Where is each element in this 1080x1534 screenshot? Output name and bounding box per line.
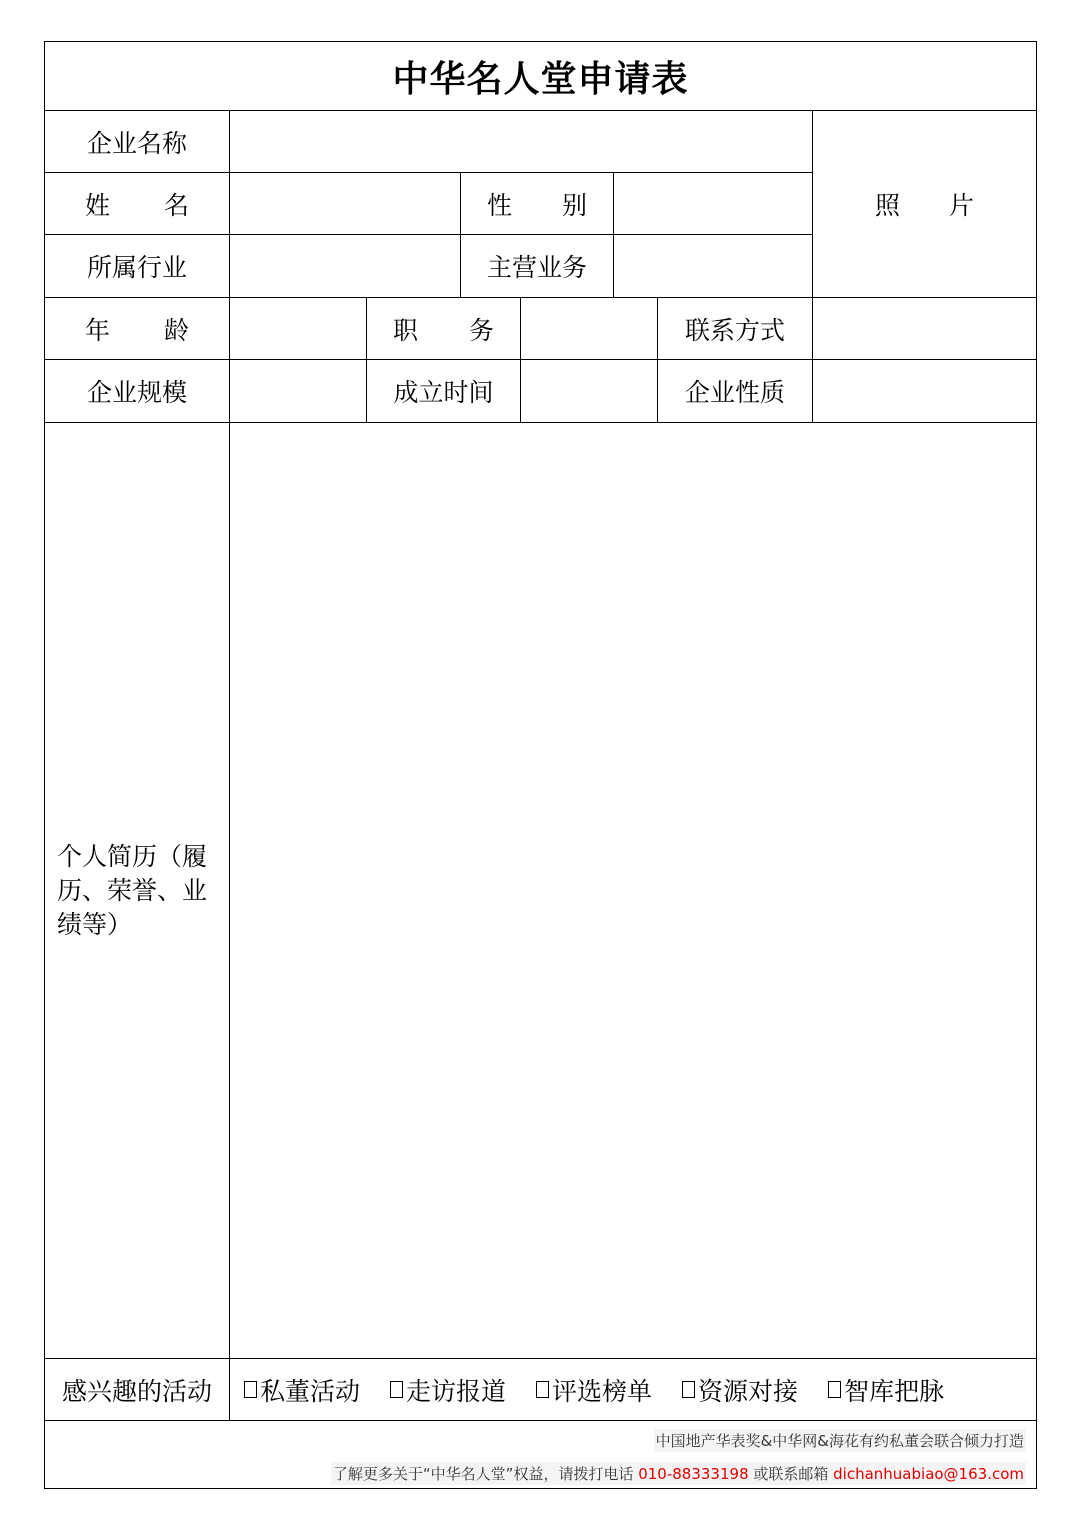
checkbox-icon[interactable] [828,1381,841,1398]
interest-option-label: 私董活动 [260,1376,361,1406]
interest-option-label: 智库把脉 [844,1376,945,1406]
resume-field[interactable] [229,422,1037,1359]
photo-box[interactable] [812,110,1037,298]
photo-label-a: 照 [875,191,901,220]
age-label-a: 年 [85,315,111,345]
footer-email[interactable]: dichanhuabiao@163.com [833,1465,1024,1483]
position-label-b: 务 [468,315,494,345]
gender-label-a: 性 [487,190,513,220]
main-business-field[interactable] [613,234,813,298]
name-label [44,172,230,235]
industry-label: 所属行业 [44,234,230,298]
interest-option-visit-report[interactable] [390,1372,506,1408]
resume-label: 个人简历（履历、荣誉、业绩等） [44,422,230,1359]
company-nature-label: 企业性质 [657,359,813,423]
position-label [366,297,521,360]
checkbox-icon[interactable] [390,1381,403,1398]
company-nature-field[interactable] [812,359,1037,423]
position-field[interactable] [520,297,658,360]
photo-label-b: 片 [948,191,974,220]
footer-box [44,1420,1037,1489]
age-field[interactable] [229,297,367,360]
footer-contact-prefix: 了解更多关于“中华名人堂”权益，请拨打电话 [332,1465,639,1483]
checkbox-icon[interactable] [536,1381,549,1398]
interest-option-label: 走访报道 [406,1376,507,1406]
name-field[interactable] [229,172,461,235]
footer-line-1: 中国地产华表奖&中华网&海花有约私董会联合倾力打造 [654,1429,1026,1452]
founded-field[interactable] [520,359,658,423]
name-label-a: 姓 [85,190,111,220]
footer-phone[interactable]: 010-88333198 [638,1465,749,1483]
contact-field[interactable] [812,297,1037,360]
interests-options [229,1358,1037,1421]
company-name-label: 企业名称 [44,110,230,173]
checkbox-icon[interactable] [682,1381,695,1398]
position-label-a: 职 [393,315,419,345]
industry-field[interactable] [229,234,461,298]
checkbox-icon[interactable] [244,1381,257,1398]
gender-label-b: 别 [561,190,587,220]
footer-contact-middle: 或联系邮箱 [748,1465,834,1483]
interest-option-think-tank[interactable] [828,1372,944,1408]
footer-line-2 [331,1462,1026,1485]
age-label-b: 龄 [163,315,189,345]
company-scale-label: 企业规模 [44,359,230,423]
interest-option-private-board[interactable] [244,1372,360,1408]
gender-label [460,172,614,235]
company-scale-field[interactable] [229,359,367,423]
main-business-label: 主营业务 [460,234,614,298]
name-label-b: 名 [163,190,189,220]
contact-label: 联系方式 [657,297,813,360]
interest-option-resource-matching[interactable] [682,1372,798,1408]
age-label [44,297,230,360]
form-title: 中华名人堂申请表 [44,41,1037,111]
gender-field[interactable] [613,172,813,235]
company-name-field[interactable] [229,110,813,173]
interest-option-label: 资源对接 [698,1376,799,1406]
interest-option-label: 评选榜单 [552,1376,653,1406]
founded-label: 成立时间 [366,359,521,423]
interests-label: 感兴趣的活动 [44,1358,230,1421]
interest-option-ranking[interactable] [536,1372,652,1408]
